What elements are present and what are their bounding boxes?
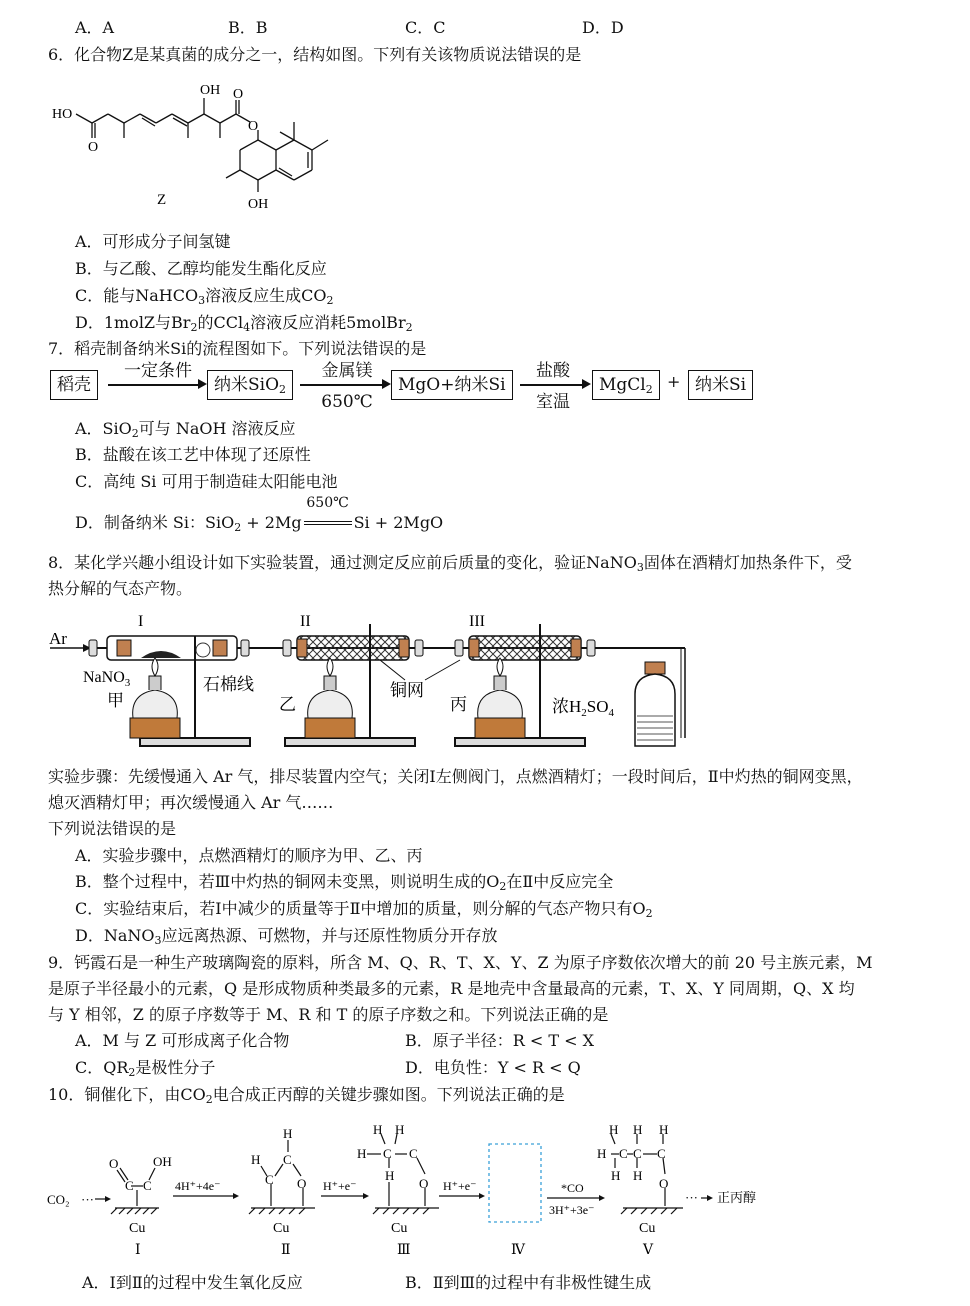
- q7-option-a: A．SiO$_2$可与 NaOH 溶液反应: [75, 419, 296, 440]
- flow-plus: +: [667, 372, 681, 391]
- numeral-v: Ⅴ: [643, 1243, 654, 1258]
- q7-option-d: D．制备纳米 Si：SiO$_2$ + 2Mg 650℃ Si + 2MgO: [75, 495, 444, 534]
- struct-iii-h4: H: [385, 1168, 395, 1183]
- q7-option-b: B．盐酸在该工艺中体现了还原性: [75, 445, 311, 464]
- flow-arrow1-head: [198, 379, 207, 389]
- struct-iv-blank-box: [489, 1144, 541, 1222]
- struct-iii-c2: C: [409, 1146, 418, 1161]
- q8-stem-line2: 热分解的气态产物。: [48, 579, 193, 598]
- numeral-iv: Ⅳ: [511, 1243, 525, 1258]
- struct-i-oh: OH: [153, 1154, 172, 1169]
- q10-option-a: A．Ⅰ到Ⅱ的过程中发生氧化反应: [82, 1273, 303, 1292]
- label-tube-i: I: [138, 613, 144, 630]
- q6-label-o3: O: [248, 119, 259, 134]
- label-tube-ii: II: [300, 613, 311, 630]
- struct-v-h3: H: [659, 1122, 669, 1137]
- scheme-arrow1-label: 4H⁺+4e⁻: [175, 1179, 221, 1193]
- label-conc-h2so4: 浓$H_2SO_4$: [552, 697, 615, 719]
- struct-v-h1: H: [609, 1122, 619, 1137]
- cu-label-3: Cu: [391, 1221, 408, 1236]
- q6-label-o2: O: [233, 87, 244, 102]
- struct-ii-c1: C: [283, 1152, 292, 1167]
- q7-d-condition: 650℃: [306, 495, 349, 511]
- q6-label-o1: O: [88, 140, 99, 155]
- label-lamp-jia: 甲: [107, 691, 124, 710]
- struct-iii-c1: C: [383, 1146, 392, 1161]
- struct-iii-h2: H: [395, 1122, 405, 1137]
- q9-stem-line2: 是原子半径最小的元素，Q 是形成物质种类最多的元素，R 是地壳中含量最高的元素，T、X、Y 同周期，Q、X 均: [48, 979, 855, 998]
- struct-v-h2: H: [633, 1122, 643, 1137]
- q10-stem: 10．铜催化下，由$CO_2$电合成正丙醇的关键步骤如图。下列说法正确的是: [48, 1085, 565, 1106]
- q7-option-c: C．高纯 Si 可用于制造硅太阳能电池: [75, 472, 338, 491]
- struct-v-c3: C: [657, 1146, 666, 1161]
- q6-stem: 6．化合物Z是某真菌的成分之一，结构如图。下列有关该物质说法错误的是: [48, 45, 582, 64]
- q8-option-c: C．实验结束后，若Ⅰ中减少的质量等于Ⅱ中增加的质量，则分解的气态产物只有$O_2$: [75, 899, 653, 920]
- flow-arrow2-label-top: 金属镁: [321, 361, 373, 381]
- q9-option-a: A．M 与 Z 可形成离子化合物: [75, 1031, 290, 1050]
- q8-apparatus-diagram: [45, 606, 745, 754]
- struct-i-o: O: [109, 1156, 119, 1171]
- struct-v-c2: C: [633, 1146, 642, 1161]
- struct-v-h4: H: [597, 1146, 607, 1161]
- cu-label-1: Cu: [129, 1221, 146, 1236]
- flow-arrow3-label-bottom: 室温: [536, 392, 570, 412]
- label-copper-mesh: 铜网: [390, 681, 424, 700]
- cu-label-5: Cu: [639, 1221, 656, 1236]
- scheme-dots-1: ···: [81, 1192, 94, 1207]
- label-lamp-yi: 乙: [279, 695, 296, 714]
- flow-arrow1-label: 一定条件: [124, 361, 192, 381]
- q8-option-a: A．实验步骤中，点燃酒精灯的顺序为甲、乙、丙: [75, 846, 423, 865]
- flow-arrow2-head: [382, 379, 391, 389]
- numeral-iii: Ⅲ: [397, 1243, 411, 1258]
- q6-label-oh-top: OH: [200, 83, 221, 98]
- struct-v-c1: C: [619, 1146, 628, 1161]
- struct-ii-h2: H: [251, 1152, 261, 1167]
- q8-option-b: B．整个过程中，若Ⅲ中灼热的铜网未变黑，则说明生成的$O_2$在Ⅱ中反应完全: [75, 872, 614, 893]
- scheme-co2: CO₂: [47, 1192, 70, 1207]
- struct-ii-h1: H: [283, 1126, 293, 1141]
- numeral-ii: Ⅱ: [281, 1243, 291, 1258]
- flow-box-mgo-si: MgO+纳米Si: [391, 370, 513, 400]
- scheme-arrow4-label-bottom: 3H⁺+3e⁻: [549, 1203, 595, 1217]
- label-ar: Ar: [49, 629, 67, 648]
- flow-arrow2-label-bottom: 650℃: [321, 392, 373, 412]
- q5-option-c: C．C: [405, 18, 446, 37]
- cu-label-2: Cu: [273, 1221, 290, 1236]
- q8-stem-line1: 8．某化学兴趣小组设计如下实验装置，通过测定反应前后质量的变化，验证NaNO$_3$固体在酒精灯加热条件下，受: [48, 553, 852, 574]
- scheme-arrow2-label: H⁺+e⁻: [323, 1179, 357, 1193]
- q9-stem-line1: 9．钙霞石是一种生产玻璃陶瓷的原料，所含 M、Q、R、T、X、Y、Z 为原子序数依次增大的前 20 号主族元素，M: [48, 953, 873, 972]
- q8-option-d: D．NaNO$_3$应远离热源、可燃物，并与还原性物质分开存放: [75, 926, 498, 947]
- q9-option-d: D．电负性：Y < R < Q: [405, 1058, 581, 1077]
- q7-flowchart: [50, 362, 770, 414]
- flow-arrow3: [520, 384, 584, 386]
- q5-option-a: A．A: [75, 18, 115, 37]
- q9-stem-line3: 与 Y 相邻，Z 的原子序数等于 M、R 和 T 的原子序数之和。下列说法正确的是: [48, 1005, 609, 1024]
- struct-ii-o: O: [297, 1176, 307, 1191]
- flow-arrow2: [300, 384, 384, 386]
- struct-iii-h1: H: [373, 1122, 383, 1137]
- scheme-dots-2: ···: [685, 1190, 698, 1205]
- q6-structure-diagram: [40, 76, 340, 221]
- flow-arrow3-label-top: 盐酸: [536, 361, 570, 381]
- q10-reaction-scheme: [45, 1112, 775, 1262]
- q6-label-oh-bottom: OH: [248, 197, 269, 212]
- label-tube-iii: III: [469, 613, 485, 630]
- flow-arrow1: [108, 384, 200, 386]
- scheme-arrow4-label-top: *CO: [561, 1181, 584, 1195]
- flow-box-rice-husk: 稻壳: [50, 370, 98, 400]
- q5-option-b: B．B: [228, 18, 268, 37]
- q7-stem: 7．稻壳制备纳米Si的流程图如下。下列说法错误的是: [48, 339, 427, 358]
- struct-iii-h3: H: [357, 1146, 367, 1161]
- q8-steps-line1: 实验步骤：先缓慢通入 Ar 气，排尽装置内空气；关闭Ⅰ左侧阀门，点燃酒精灯；一段时间后，Ⅱ中灼热的铜网变黑，: [48, 767, 863, 786]
- q6-label-z: Z: [157, 192, 167, 208]
- struct-iii-o: O: [419, 1176, 429, 1191]
- q6-option-a: A．可形成分子间氢键: [75, 232, 231, 251]
- q5-option-d: D．D: [582, 18, 624, 37]
- label-lamp-bing: 丙: [450, 695, 467, 714]
- q9-option-b: B．原子半径：R < T < X: [405, 1031, 595, 1050]
- q8-steps-line2: 熄灭酒精灯甲；再次缓慢通入 Ar 气……: [48, 793, 334, 812]
- struct-i-c2: C: [143, 1178, 152, 1193]
- q9-option-c: C．$QR_2$是极性分子: [75, 1058, 216, 1079]
- q8-ask: 下列说法错误的是: [48, 819, 177, 838]
- q6-option-d: D．1molZ与$Br_2$的CCl$_4$溶液反应消耗5molBr$_2$: [75, 313, 413, 334]
- struct-v-h6: H: [633, 1168, 643, 1183]
- struct-ii-c2: C: [265, 1172, 274, 1187]
- struct-v-h5: H: [611, 1168, 621, 1183]
- numeral-i: Ⅰ: [135, 1243, 141, 1258]
- flow-box-nano-sio2: 纳米SiO$_2$: [207, 370, 293, 400]
- struct-i-c1: C: [125, 1178, 134, 1193]
- q6-option-b: B．与乙酸、乙醇均能发生酯化反应: [75, 259, 327, 278]
- q6-label-ho: HO: [52, 107, 73, 122]
- scheme-product: 正丙醇: [717, 1190, 757, 1205]
- flow-box-mgcl2: MgCl$_2$: [592, 370, 660, 400]
- scheme-arrow3-label: H⁺+e⁻: [443, 1179, 477, 1193]
- flow-box-nano-si: 纳米Si: [688, 370, 753, 400]
- struct-v-o: O: [659, 1176, 669, 1191]
- q10-option-b: B．Ⅱ到Ⅲ的过程中有非极性键生成: [405, 1273, 652, 1292]
- label-asbestos: 石棉线: [203, 675, 254, 694]
- label-nano3: NaNO$_3$: [83, 669, 131, 689]
- flow-arrow3-head: [582, 379, 591, 389]
- q6-option-c: C．能与NaHCO$_3$溶液反应生成$CO_2$: [75, 286, 334, 307]
